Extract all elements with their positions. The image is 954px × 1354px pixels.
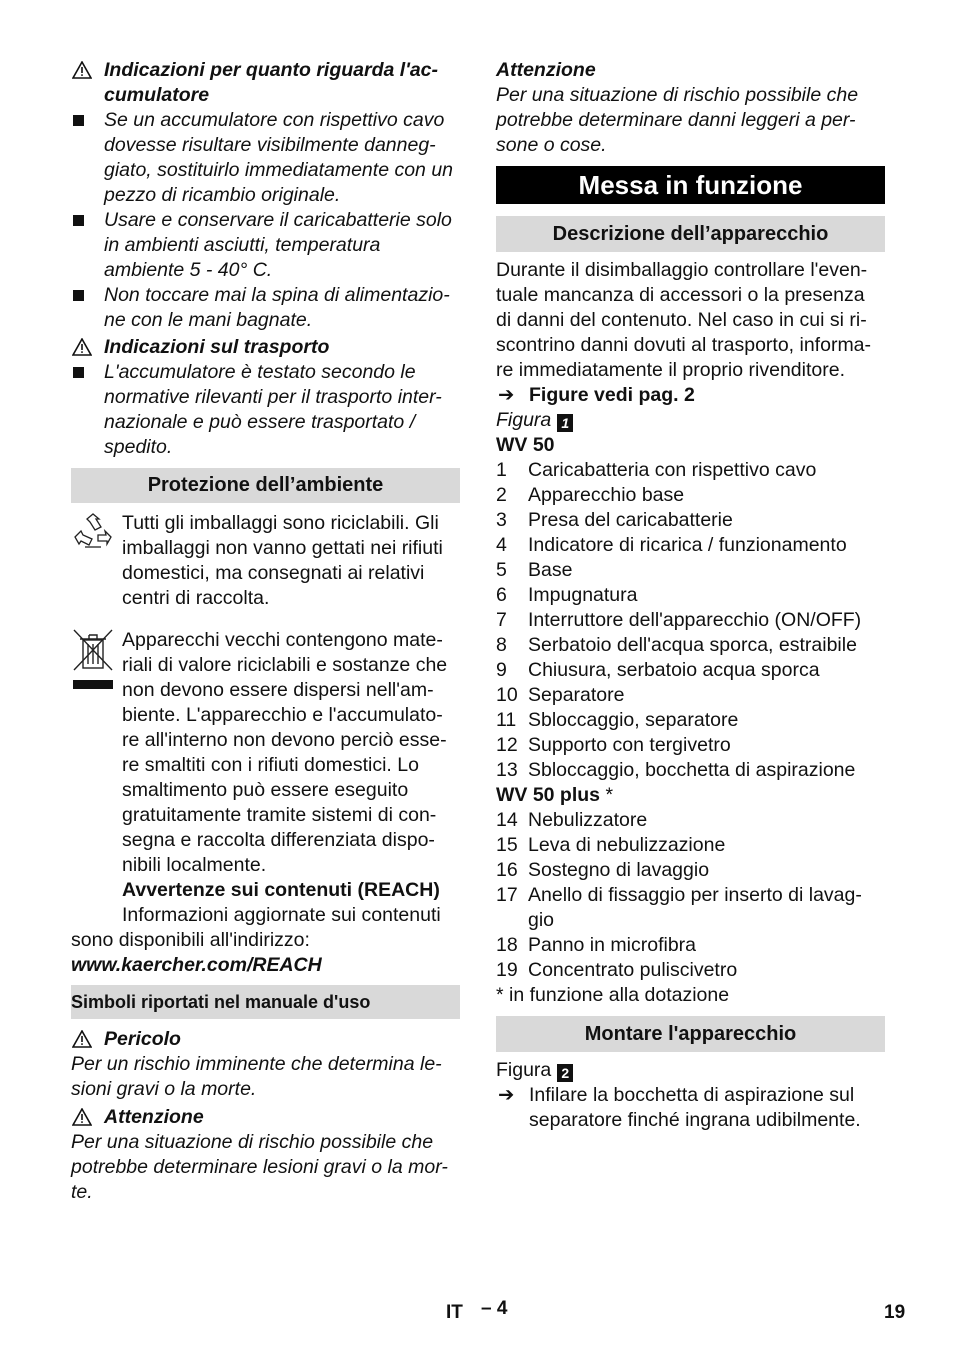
bullet-square-icon	[73, 367, 84, 378]
item-number: 10	[496, 684, 518, 706]
item-number: 4	[496, 534, 507, 556]
list-item: Usare e conservare il caricabatterie solo in ambienti asciutti, temperatura ambiente 5 - 40° C.	[71, 208, 460, 283]
list-item	[496, 658, 885, 683]
environment-heading: Protezione dell’ambiente	[71, 468, 460, 503]
item-text: Indicatore di ricarica / funzionamento	[528, 534, 847, 556]
disposal-text: Apparecchi vecchi contengono mate-riali di valore riciclabili e sostanze che non devono essere dispersi nell'am-biente. L'apparecchio e l'accumulato-re all'interno non devono perciò esse-re smaltiti con i rifiuti domestici. Lo smaltimento può essere eseguito gratuitamente tramite sistemi di con-segna e raccolta differenziata dispo-nibili localmente.	[122, 629, 448, 876]
list-item	[496, 608, 885, 633]
figure-number-badge: 1	[557, 414, 573, 432]
crossed-out-bin-icon	[71, 628, 115, 690]
item-number: 5	[496, 559, 507, 581]
disposal-block	[71, 628, 460, 878]
footer-page-number: 19	[884, 1302, 906, 1323]
reach-url[interactable]: www.kaercher.com/REACH	[71, 954, 322, 976]
item-number: 13	[496, 759, 518, 781]
item-number: 16	[496, 859, 518, 881]
list-item	[496, 933, 885, 958]
item-text: Caricabatteria con rispettivo cavo	[528, 459, 817, 481]
left-column	[71, 58, 460, 1205]
recycle-icon	[71, 511, 115, 555]
figure-2-label: Figura 2	[496, 1058, 885, 1083]
item-text: Anello di fissaggio per inserto di lavag-gio	[528, 884, 862, 931]
list-item: L'accumulatore è testato secondo le normative rilevanti per il trasporto inter-nazionale e può essere trasportato / spedito.	[71, 360, 460, 460]
warning-icon	[72, 61, 92, 79]
transport-heading: Indicazioni sul trasporto	[71, 335, 460, 360]
description-heading: Descrizione dell’apparecchio	[496, 216, 885, 252]
list-item: Se un accumulatore con rispettivo cavo dovesse risultare visibilmente danneg-giato, sostituirlo immediatamente con un pezzo di ricambio originale.	[71, 108, 460, 208]
item-number: 3	[496, 509, 507, 531]
reach-text: Informazioni aggiornate sui contenuti sono disponibili all'indirizzo:	[71, 904, 441, 951]
caution-label: Attenzione	[496, 59, 596, 81]
list-item	[496, 633, 885, 658]
item-number: 6	[496, 584, 507, 606]
battery-heading	[71, 58, 460, 108]
item-text: Base	[528, 559, 573, 581]
list-item	[496, 833, 885, 858]
item-text: Apparecchio base	[528, 484, 685, 506]
list-item	[496, 758, 885, 783]
parts-list-wv50	[496, 458, 885, 783]
item-text: Sostegno di lavaggio	[528, 859, 710, 881]
danger-label: Pericolo	[71, 1027, 460, 1052]
parts-list-wv50-plus	[496, 808, 885, 983]
list-item	[496, 583, 885, 608]
item-text: Sbloccaggio, bocchetta di aspirazione	[528, 759, 856, 781]
battery-heading-text: Indicazioni per quanto riguarda l'ac-cumulatore	[104, 59, 439, 106]
list-item	[496, 708, 885, 733]
item-number: 11	[496, 709, 517, 731]
item-text: Separatore	[528, 684, 625, 706]
list-item	[496, 808, 885, 833]
item-number: 14	[496, 809, 518, 831]
model-wv50-plus: WV 50 plus *	[496, 784, 614, 806]
item-text: Interruttore dell'apparecchio (ON/OFF)	[528, 609, 862, 631]
item-number: 12	[496, 734, 518, 756]
item-text: Presa del caricabatterie	[528, 509, 733, 531]
footer-language: IT	[446, 1302, 463, 1323]
list-item	[496, 683, 885, 708]
symbols-heading: Simboli riportati nel manuale d'uso	[71, 985, 460, 1019]
item-text: Concentrato puliscivetro	[528, 959, 738, 981]
item-number: 8	[496, 634, 507, 656]
item-number: 15	[496, 834, 518, 856]
list-item	[496, 858, 885, 883]
item-text: Serbatoio dell'acqua sporca, estraibile	[528, 634, 857, 656]
bullet-square-icon	[73, 215, 84, 226]
danger-text: Per un rischio imminente che determina le-sioni gravi o la morte.	[71, 1053, 442, 1100]
right-column	[496, 58, 885, 1133]
item-number: 7	[496, 609, 507, 631]
footnote: * in funzione alla dotazione	[496, 984, 730, 1006]
recycle-block	[71, 511, 460, 611]
warning-icon	[72, 338, 92, 356]
item-number: 17	[496, 884, 518, 906]
item-text: Supporto con tergivetro	[528, 734, 731, 756]
list-item	[496, 883, 885, 933]
list-item	[496, 458, 885, 483]
warning-icon	[72, 1108, 92, 1126]
model-wv50: WV 50	[496, 434, 555, 456]
list-item	[496, 958, 885, 983]
list-item: Non toccare mai la spina di alimentazio-ne con le mani bagnate.	[71, 283, 460, 333]
bullet-square-icon	[73, 115, 84, 126]
item-number: 2	[496, 484, 507, 506]
footer-page-marker: – 4	[481, 1298, 508, 1319]
warning-icon	[72, 1030, 92, 1048]
list-item	[496, 508, 885, 533]
figure-1-label: Figura 1	[496, 408, 885, 433]
section-title: Messa in funzione	[496, 166, 885, 204]
caution-text: Per una situazione di rischio possibile che potrebbe determinare danni leggeri a per-sone o cose.	[496, 84, 859, 156]
item-text: Leva di nebulizzazione	[528, 834, 726, 856]
warning-text: Per una situazione di rischio possibile che potrebbe determinare lesioni gravi o la mor-te.	[71, 1131, 448, 1203]
list-item	[496, 558, 885, 583]
arrow-right-icon: ➔	[498, 384, 515, 406]
mount-heading: Montare l'apparecchio	[496, 1016, 885, 1052]
warning-label: Attenzione	[71, 1105, 460, 1130]
mount-step: ➔ Infilare la bocchetta di aspirazione sul separatore finché ingrana udibilmente.	[498, 1084, 861, 1131]
item-text: Impugnatura	[528, 584, 638, 606]
item-text: Nebulizzatore	[528, 809, 648, 831]
item-text: Sbloccaggio, separatore	[528, 709, 739, 731]
item-text: Chiusura, serbatoio acqua sporca	[528, 659, 820, 681]
list-item	[496, 533, 885, 558]
bullet-square-icon	[73, 290, 84, 301]
figure-number-badge: 2	[557, 1064, 573, 1082]
item-number: 9	[496, 659, 507, 681]
arrow-right-icon: ➔	[498, 1084, 515, 1106]
item-number: 18	[496, 934, 518, 956]
recycle-text: Tutti gli imballaggi sono riciclabili. Gli imballaggi non vanno gettati nei rifiuti domestici, ma consegnati ai relativi centri di raccolta.	[122, 512, 443, 609]
description-text: Durante il disimballaggio controllare l'even-tuale mancanza di accessori o la presenza di danni del contenuto. Nel caso in cui si ri-scontrino danni dovuti al trasporto, informa-re immediatamente il proprio rivenditore.	[496, 259, 872, 381]
list-item	[496, 483, 885, 508]
item-text: Panno in microfibra	[528, 934, 696, 956]
figures-reference: ➔ Figure vedi pag. 2	[498, 384, 695, 406]
item-number: 19	[496, 959, 518, 981]
list-item	[496, 733, 885, 758]
item-number: 1	[496, 459, 507, 481]
reach-heading: Avvertenze sui contenuti (REACH)	[122, 879, 440, 901]
